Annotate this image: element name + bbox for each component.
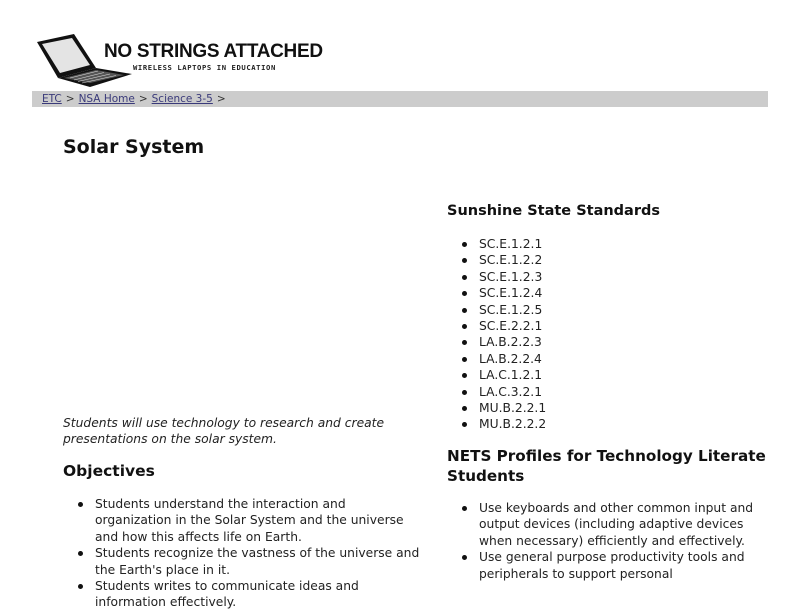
bullet-icon (462, 506, 467, 511)
standards-heading: Sunshine State Standards (447, 203, 660, 219)
objectives-heading: Objectives (63, 462, 155, 480)
list-item (447, 384, 647, 400)
standard-code: MU.B.2.2.1 (479, 401, 547, 416)
bullet-icon (462, 422, 467, 427)
bullet-icon (462, 291, 467, 296)
list-item (447, 400, 647, 416)
bullet-icon (462, 275, 467, 280)
list-item (447, 269, 647, 285)
list-item (447, 416, 647, 432)
standard-code: SC.E.2.2.1 (479, 319, 543, 334)
list-item (447, 549, 767, 582)
list-item (447, 500, 767, 549)
logo-title: NO STRINGS ATTACHED (104, 41, 323, 62)
bullet-icon (462, 340, 467, 345)
nets-text: Use keyboards and other common input and output devices (including adaptive devices when necessary) efficiently and effectively. (479, 501, 754, 548)
objective-text: Students writes to communicate ideas and information effectively. (95, 579, 359, 610)
nets-heading: NETS Profiles for Technology Literate Students (447, 447, 766, 485)
bullet-icon (462, 357, 467, 362)
bullet-icon (78, 502, 83, 507)
breadcrumb-etc-link[interactable]: ETC (42, 93, 62, 105)
standard-code: SC.E.1.2.5 (479, 302, 543, 317)
standard-code: LA.C.3.2.1 (479, 384, 543, 399)
list-item (63, 578, 423, 611)
bullet-icon (462, 555, 467, 560)
list-item (447, 367, 647, 383)
bullet-icon (78, 584, 83, 589)
intro-text: Students will use technology to research and create presentations on the solar system. (63, 416, 385, 446)
nets-text: Use general purpose productivity tools and peripherals to support personal (479, 550, 745, 581)
bullet-icon (78, 551, 83, 556)
list-item (447, 351, 647, 367)
breadcrumb (32, 91, 768, 107)
logo-subtitle: WIRELESS LAPTOPS IN EDUCATION (133, 63, 276, 72)
standard-code: MU.B.2.2.2 (479, 417, 547, 432)
bullet-icon (462, 324, 467, 329)
bullet-icon (462, 406, 467, 411)
list-item (447, 334, 647, 350)
breadcrumb-separator: > (216, 93, 226, 105)
nets-list (447, 500, 767, 582)
list-item (447, 318, 647, 334)
bullet-icon (462, 242, 467, 247)
standard-code: SC.E.1.2.2 (479, 253, 543, 268)
breadcrumb-nsa-home-link[interactable]: NSA Home (78, 93, 135, 105)
standard-code: LA.B.2.2.4 (479, 351, 542, 366)
bullet-icon (462, 258, 467, 263)
bullet-icon (462, 373, 467, 378)
list-item (447, 302, 647, 318)
breadcrumb-separator: > (138, 93, 148, 105)
standard-code: LA.B.2.2.3 (479, 335, 542, 350)
list-item (447, 236, 647, 252)
standard-code: SC.E.1.2.1 (479, 237, 543, 251)
list-item (63, 496, 423, 545)
objective-text: Students recognize the vastness of the universe and the Earth's place in it. (95, 546, 420, 577)
bullet-icon (462, 390, 467, 395)
list-item (447, 252, 647, 268)
standard-code: SC.E.1.2.3 (479, 269, 543, 284)
objectives-list (63, 496, 423, 611)
standard-code: LA.C.1.2.1 (479, 368, 543, 383)
breadcrumb-science-link[interactable]: Science 3-5 (151, 93, 213, 105)
site-logo[interactable] (34, 30, 323, 88)
breadcrumb-separator: > (65, 93, 75, 105)
list-item (63, 545, 423, 578)
page-title: Solar System (63, 136, 205, 158)
objective-text: Students understand the interaction and organization in the Solar System and the universe and how this affects life on Earth. (95, 497, 404, 544)
bullet-icon (462, 308, 467, 313)
list-item (447, 285, 647, 301)
standard-code: SC.E.1.2.4 (479, 286, 543, 301)
standards-list (447, 236, 647, 433)
